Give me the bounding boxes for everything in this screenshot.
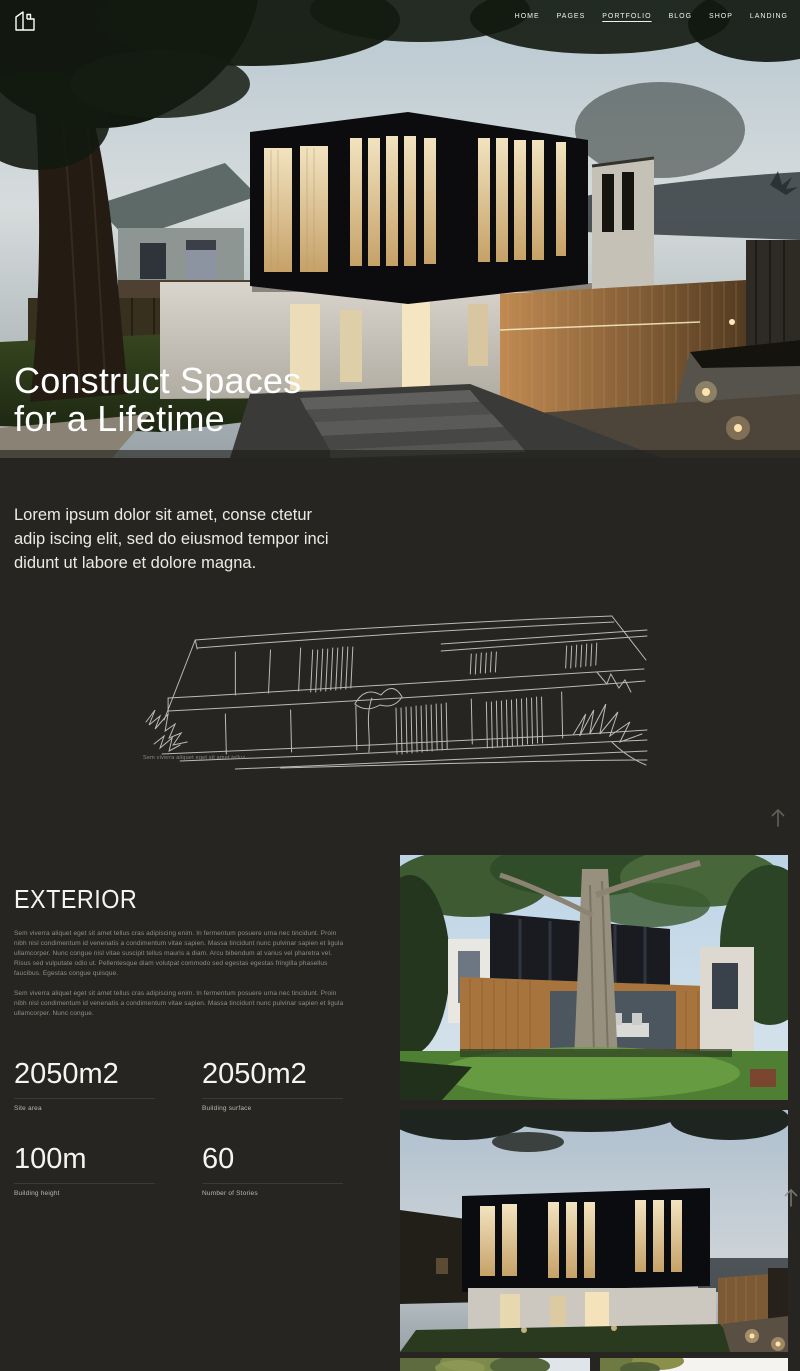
stat-building-height [14, 1145, 155, 1197]
stat-value: 2050m2 [202, 1060, 343, 1099]
stat-value: 2050m2 [14, 1060, 155, 1099]
stat-site-area [14, 1060, 155, 1112]
stat-label: Number of Stories [202, 1190, 258, 1197]
nav-item-landing[interactable]: LANDING [749, 13, 788, 20]
sketch-caption: Sem viverra aliquet eget sit amet tellus [143, 755, 246, 761]
hero-headline-line1: Construct Spaces [14, 359, 302, 401]
logo[interactable] [12, 8, 38, 32]
house-sketch-illustration [140, 602, 652, 770]
up-arrow-icon[interactable] [783, 1186, 799, 1208]
exterior-paragraph-2: Sem viverra aliquet eget sit amet tellus cras adipiscing enim. In fermentum posuere urna nec tincidunt. Proin nibh nisl condimentum id venenatis a condimentum vitae sapien. Massa tincidunt nunc pulvinar sapien et ligula ullamcorper. Nunc congue. [14, 990, 344, 1017]
stat-label: Site area [14, 1105, 42, 1112]
intro-line: Lorem ipsum dolor sit amet, conse ctetur [14, 506, 313, 524]
gallery-photo-house-dusk [400, 1110, 788, 1352]
section-title: EXTERIOR [14, 884, 138, 914]
stat-value: 60 [202, 1145, 343, 1184]
nav-item-portfolio[interactable]: PORTFOLIO [602, 13, 652, 20]
stat-label: Building surface [202, 1105, 252, 1112]
top-bar [0, 0, 800, 40]
gallery-photo-thumb-2 [600, 1358, 788, 1371]
nav-item-home[interactable]: HOME [514, 13, 540, 20]
nav-item-blog[interactable]: BLOG [668, 13, 693, 20]
stat-number-of-stories [202, 1145, 343, 1197]
intro-line: didunt ut labore et dolore magna. [14, 554, 257, 573]
hero-headline [14, 359, 302, 439]
stat-label: Building height [14, 1190, 60, 1197]
hero-headline-line2: for a Lifetime [14, 397, 225, 439]
intro-paragraph [14, 505, 329, 577]
building-logo-icon [12, 8, 38, 32]
stat-building-surface [202, 1060, 343, 1112]
up-arrow-icon[interactable] [770, 806, 786, 828]
exterior-section [14, 884, 350, 1197]
nav-item-shop[interactable]: SHOP [709, 13, 733, 20]
hero-section [0, 0, 800, 458]
gallery-photo-thumb-1 [400, 1358, 590, 1371]
gallery-photo-backyard-day [400, 855, 788, 1100]
stat-value: 100m [14, 1145, 155, 1184]
intro-line: adip iscing elit, sed do eiusmod tempor inci [14, 530, 329, 549]
main-nav [515, 13, 788, 20]
nav-item-pages[interactable]: PAGES [556, 13, 586, 20]
exterior-paragraph-1: Sem viverra aliquet eget sit amet tellus cras adipiscing enim. In fermentum posuere urna nec tincidunt. Proin nibh nisl condimentum id venenatis a condimentum vitae sapien. Massa tincidunt nunc pulvinar sapien et ligula ullamcorper. Nunc congue nisl vitae suscipit tellus mauris a diam. Arcu bibendum at varius vel pharetra vel. Risus sed vulputate odio ut. Pellentesque diam volutpat commodo sed egestas egestas fringilla phasellus faucibus. Egestas congue quisque. [14, 930, 344, 977]
